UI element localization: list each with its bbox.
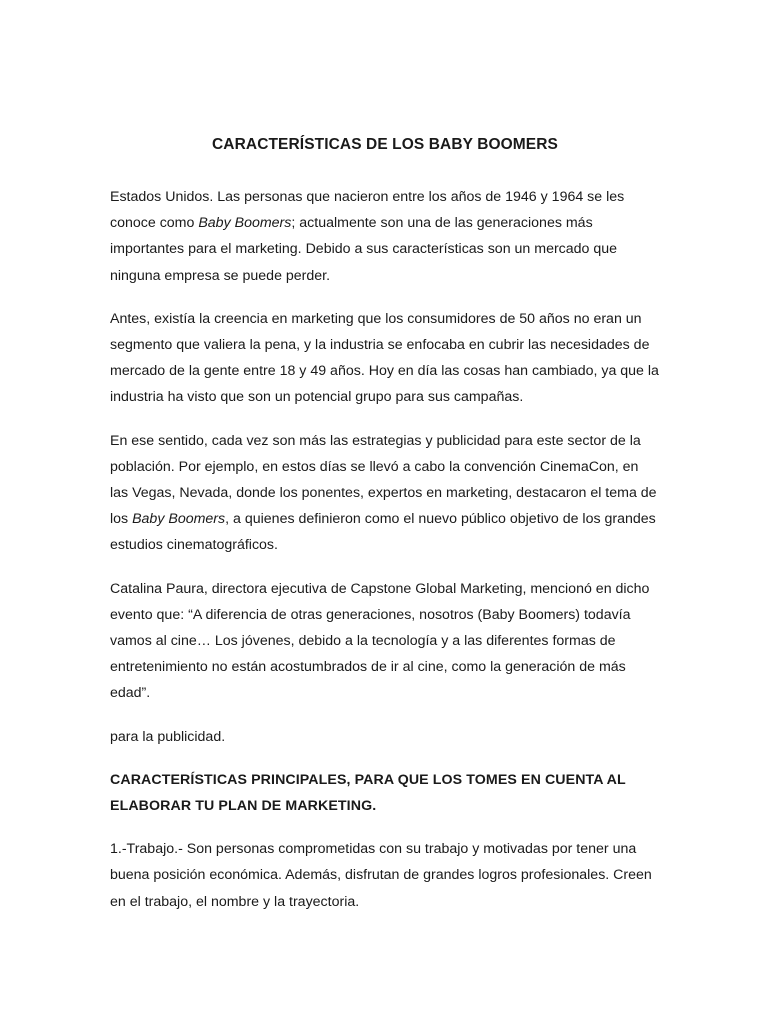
paragraph-cinemacon [110, 428, 660, 559]
paragraph-publicity: para la publicidad. [110, 728, 226, 745]
paragraph-quote: Catalina Paura, directora ejecutiva de Capstone Global Marketing, mencionó en dicho evento que: “A diferencia de otras generaciones, nosotros (Baby Boomers) todavía vamos al cine… Los jóvenes, debido a la tecnología y a las diferentes formas de entretenimiento no están acostumbrados de ir al cine, como la generación de más edad”. [110, 580, 650, 702]
document-title: CARACTERÍSTICAS DE LOS BABY BOOMERS [212, 136, 558, 153]
paragraph-intro-text-a: Estados Unidos. Las personas que nacieron entre los años de 1946 y 1964 se les conoce como [110, 189, 625, 232]
paragraph-cinemacon-text-a: En ese sentido, cada vez son más las estrategias y publicidad para este sector de la población. Por ejemplo, en estos días se llevó a cabo la convención CinemaCon, en las Vegas, Nevada, donde los ponentes, expertos en marketing, destacaron el tema de los [110, 432, 657, 528]
paragraph-intro [110, 184, 660, 289]
paragraph-cinemacon-emphasis: Baby Boomers [132, 511, 226, 528]
paragraph-before: Antes, existía la creencia en marketing que los consumidores de 50 años no eran un segmento que valiera la pena, y la industria se enfocaba en cubrir las necesidades de mercado de la gente entre 18 y 49 años. Hoy en día las cosas han cambiado, ya que la industria ha visto que son un potencial grupo para sus campañas. [110, 310, 659, 406]
section-heading: CARACTERÍSTICAS PRINCIPALES, PARA QUE LOS TOMES EN CUENTA AL ELABORAR TU PLAN DE MARKETING. [110, 771, 626, 815]
document-page [110, 136, 660, 932]
paragraph-intro-emphasis: Baby Boomers [198, 215, 292, 232]
paragraph-intro-text-b: ; actualmente son una de las generaciones más importantes para el marketing. Debido a sus características son un mercado que ninguna empresa se puede perder. [110, 215, 618, 284]
paragraph-work: 1.-Trabajo.- Son personas comprometidas con su trabajo y motivadas por tener una buena posición económica. Además, disfrutan de grandes logros profesionales. Creen en el trabajo, el nombre y la trayectoria. [110, 841, 652, 910]
paragraph-cinemacon-text-b: , a quienes definieron como el nuevo público objetivo de los grandes estudios cinematográficos. [110, 511, 656, 554]
